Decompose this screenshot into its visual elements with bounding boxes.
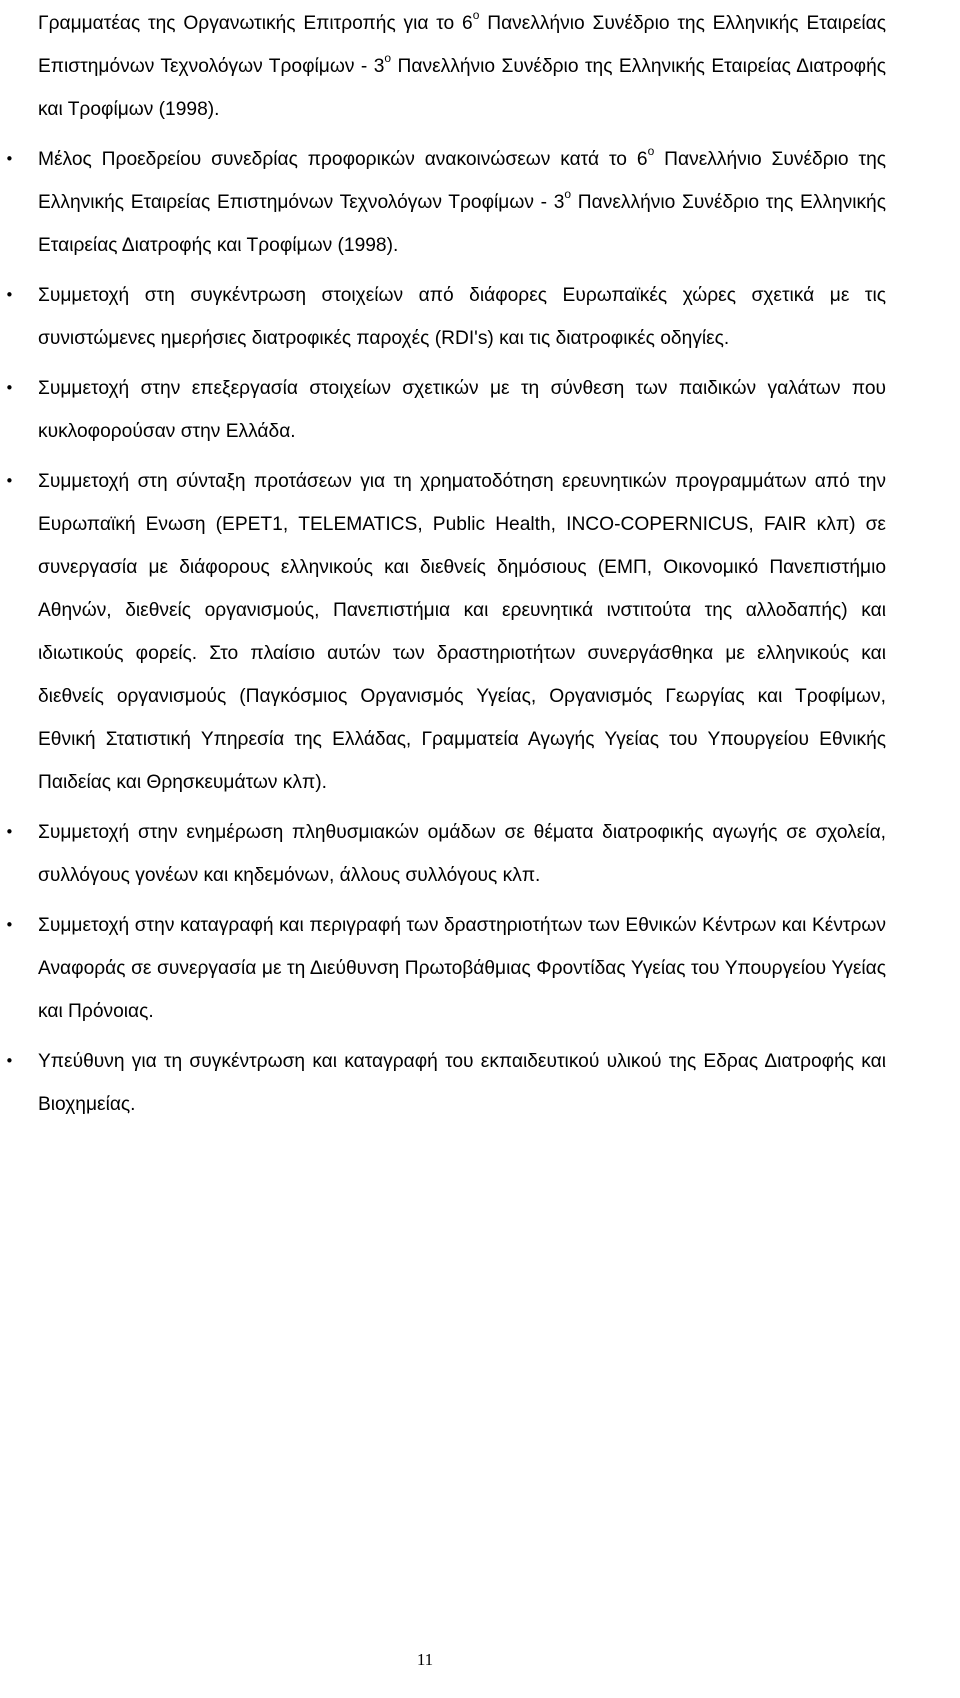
page-number: 11 <box>416 1650 434 1669</box>
text-run: Πανελλήνιο Συνέδριο της Ελληνικής Εταιρείας Επιστημόνων Τεχνολόγων Τροφίμων - 3 <box>38 149 886 213</box>
ordinal-superscript: ο <box>384 50 392 65</box>
bullet-icon: • <box>5 916 14 934</box>
text-run: Πανελλήνιο Συνέδριο της Ελληνικής Εταιρείας Διατροφής και Τροφίμων (1998). <box>38 192 886 256</box>
list-item <box>5 904 886 1033</box>
list-item-text <box>38 904 886 1033</box>
text-run: Συμμετοχή στη συγκέντρωση στοιχείων από διάφορες Ευρωπαϊκές χώρες σχετικά με τις συνιστώμενες ημερήσιες διατροφικές παροχές (RDI's) και τις διατροφικές οδηγίες. <box>38 285 886 349</box>
bullet-icon: • <box>5 150 14 168</box>
text-run: Συμμετοχή στη σύνταξη προτάσεων για τη χρηματοδότηση ερευνητικών προγραμμάτων από την Ευρωπαϊκή Ενωση (ΕΡΕΤ1, TELEMATICS, Public Health, INCO-COPERNICUS, FAIR κλπ) σε συνεργασία με διάφορους ελληνικούς και διεθνείς δημόσιους (ΕΜΠ, Οικονομικό Πανεπιστήμιο Αθηνών, διεθνείς οργανισμούς, Πανεπιστήμια και ερευνητικά ινστιτούτα της αλλοδαπής) και ιδιωτικούς φορείς. Στο πλαίσιο αυτών των δραστηριοτήτων συνεργάσθηκα με ελληνικούς και διεθνείς οργανισμούς (Παγκόσμιος Οργανισμός Υγείας, Οργανισμός Γεωργίας και Τροφίμων, Εθνική Στατιστική Υπηρεσία της Ελλάδας, Γραμματεία Αγωγής Υγείας του Υπουργείου Εθνικής Παιδείας και Θρησκευμάτων κλπ). <box>38 471 886 793</box>
list-item-text <box>38 138 886 267</box>
ordinal-superscript: ο <box>472 7 480 22</box>
text-run: Πανελλήνιο Συνέδριο της Ελληνικής Εταιρείας Επιστημόνων Τεχνολόγων Τροφίμων - 3 <box>38 13 886 77</box>
bullet-icon: • <box>5 379 14 397</box>
list-item <box>5 274 886 360</box>
text-run: Υπεύθυνη για τη συγκέντρωση και καταγραφή του εκπαιδευτικού υλικού της Εδρας Διατροφής και Βιοχημείας. <box>38 1051 886 1115</box>
text-run: Πανελλήνιο Συνέδριο της Ελληνικής Εταιρείας Διατροφής και Τροφίμων (1998). <box>38 56 886 120</box>
list-item-text <box>38 460 886 804</box>
ordinal-superscript: ο <box>564 186 572 201</box>
bullet-icon: • <box>5 286 14 304</box>
text-run: Συμμετοχή στην καταγραφή και περιγραφή των δραστηριοτήτων των Εθνικών Κέντρων και Κέντρων Αναφοράς σε συνεργασία με τη Διεύθυνση Πρωτοβάθμιας Φροντίδας Υγείας του Υπουργείου Υγείας και Πρόνοιας. <box>38 915 886 1022</box>
list-item-text <box>38 367 886 453</box>
list-item <box>5 138 886 267</box>
ordinal-superscript: ο <box>647 143 655 158</box>
list-item <box>5 1040 886 1126</box>
list-item <box>5 367 886 453</box>
bullet-icon: • <box>5 472 14 490</box>
list-item <box>5 811 886 897</box>
list-item-text <box>38 1040 886 1126</box>
activity-list <box>5 2 886 1133</box>
bullet-icon: • <box>5 1052 14 1070</box>
list-item-text <box>38 811 886 897</box>
text-run: Συμμετοχή στην επεξεργασία στοιχείων σχετικών με τη σύνθεση των παιδικών γαλάτων που κυκλοφορούσαν στην Ελλάδα. <box>38 378 886 442</box>
text-run: Συμμετοχή στην ενημέρωση πληθυσμιακών ομάδων σε θέματα διατροφικής αγωγής σε σχολεία, συλλόγους γονέων και κηδεμόνων, άλλους συλλόγους κλπ. <box>38 822 886 886</box>
list-item <box>38 2 886 131</box>
text-run: Γραμματέας της Οργανωτικής Επιτροπής για το 6 <box>38 13 473 34</box>
bullet-icon: • <box>5 823 14 841</box>
list-item <box>5 460 886 804</box>
list-item-text <box>38 274 886 360</box>
text-run: Μέλος Προεδρείου συνεδρίας προφορικών ανακοινώσεων κατά το 6 <box>38 149 648 170</box>
list-item-text <box>38 2 886 131</box>
